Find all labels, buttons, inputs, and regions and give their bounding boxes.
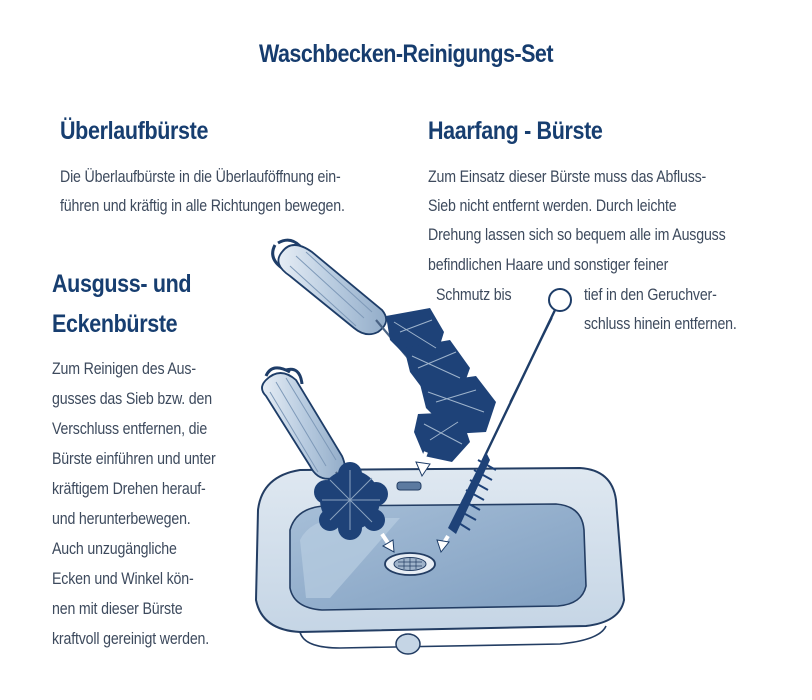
corner-brush-heading-line-1: Ausguss- und: [52, 270, 192, 298]
hair-brush-text-line-1: Zum Einsatz dieser Bürste muss das Abfluss-: [428, 168, 707, 186]
corner-brush-heading-line-2: Eckenbürste: [52, 310, 178, 338]
sink: [256, 468, 624, 654]
corner-brush-text-line-10: kraftvoll gereinigt werden.: [52, 630, 210, 648]
hair-brush-heading: Haarfang - Bürste: [428, 117, 603, 145]
corner-brush-text-line-1: Zum Reinigen des Aus-: [52, 360, 196, 378]
corner-brush-text-line-5: kräftigem Drehen herauf-: [52, 480, 206, 498]
page-title: Waschbecken-Reinigungs-Set: [258, 40, 554, 68]
hair-brush-text-line-5: Schmutz bis: [436, 286, 512, 304]
corner-brush-text-line-9: nen mit dieser Bürste: [52, 600, 183, 618]
corner-brush-text-line-3: Verschluss entfernen, die: [52, 420, 208, 438]
hair-brush-text-line-7: schluss hinein entfernen.: [584, 315, 737, 333]
corner-brush-text-line-6: und herunterbewegen.: [52, 510, 191, 528]
hair-brush-text-line-4: befindlichen Haare und sonstiger feiner: [428, 256, 669, 274]
overflow-brush-heading: Überlaufbürste: [60, 117, 209, 145]
hair-brush-text-line-3: Drehung lassen sich so bequem alle im Ausguss: [428, 226, 726, 244]
corner-brush-text-line-7: Auch unzugängliche: [52, 540, 177, 558]
overflow-brush-text-line-1: Die Überlaufbürste in die Überlauföffnung ein-: [60, 168, 341, 186]
corner-brush-text-line-2: gusses das Sieb bzw. den: [52, 390, 212, 408]
hair-brush-text-line-6: tief in den Geruchver-: [584, 286, 717, 304]
overflow-brush-text-line-2: führen und kräftig in alle Richtungen bewegen.: [60, 197, 345, 215]
hair-brush-text-line-2: Sieb nicht entfernt werden. Durch leichte: [428, 197, 677, 215]
corner-brush-text-line-8: Ecken und Winkel kön-: [52, 570, 194, 588]
drain-strainer: [385, 553, 435, 575]
corner-brush-text-line-4: Bürste einführen und unter: [52, 450, 216, 468]
